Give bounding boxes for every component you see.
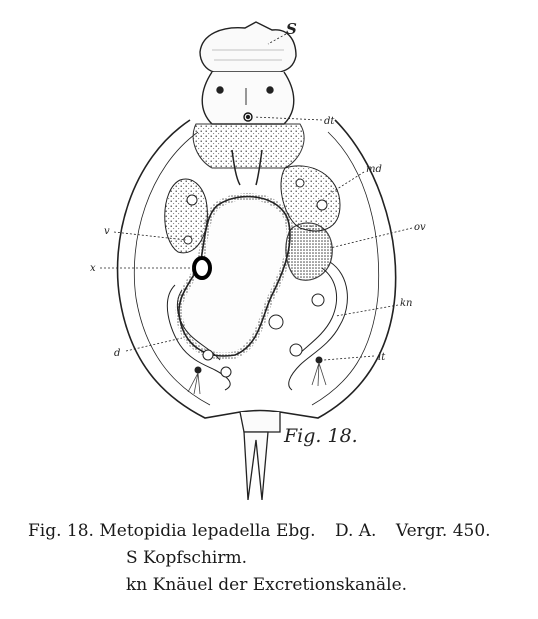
label-x: x <box>90 263 96 274</box>
label-s: S <box>286 20 297 38</box>
caption-species: Metopidia lepadella Ebg. <box>99 521 316 541</box>
caption-line-3: kn Knäuel der Excretionskanäle. <box>126 575 408 595</box>
label-kn: kn <box>400 298 413 309</box>
foot <box>240 412 280 500</box>
figure-tag: Fig. 18. <box>284 425 358 447</box>
label-lt: lt <box>378 352 386 363</box>
lateral-antennae <box>188 357 326 395</box>
label-md: md <box>366 164 382 175</box>
figure-caption <box>28 518 528 599</box>
label-v: v <box>104 226 110 237</box>
label-dt: dt <box>324 116 335 127</box>
vesicle-x <box>194 258 210 278</box>
caption-line-2: S Kopfschirm. <box>126 548 247 568</box>
caption-line-1 <box>28 518 528 545</box>
label-d: d <box>114 348 121 359</box>
caption-da: D. A. <box>334 521 377 541</box>
head-shield <box>200 22 296 124</box>
caption-magnification: Vergr. 450. <box>395 521 491 541</box>
label-ov: ov <box>414 222 426 233</box>
caption-fig-number: Fig. 18. <box>28 521 94 541</box>
ovary <box>286 223 332 280</box>
